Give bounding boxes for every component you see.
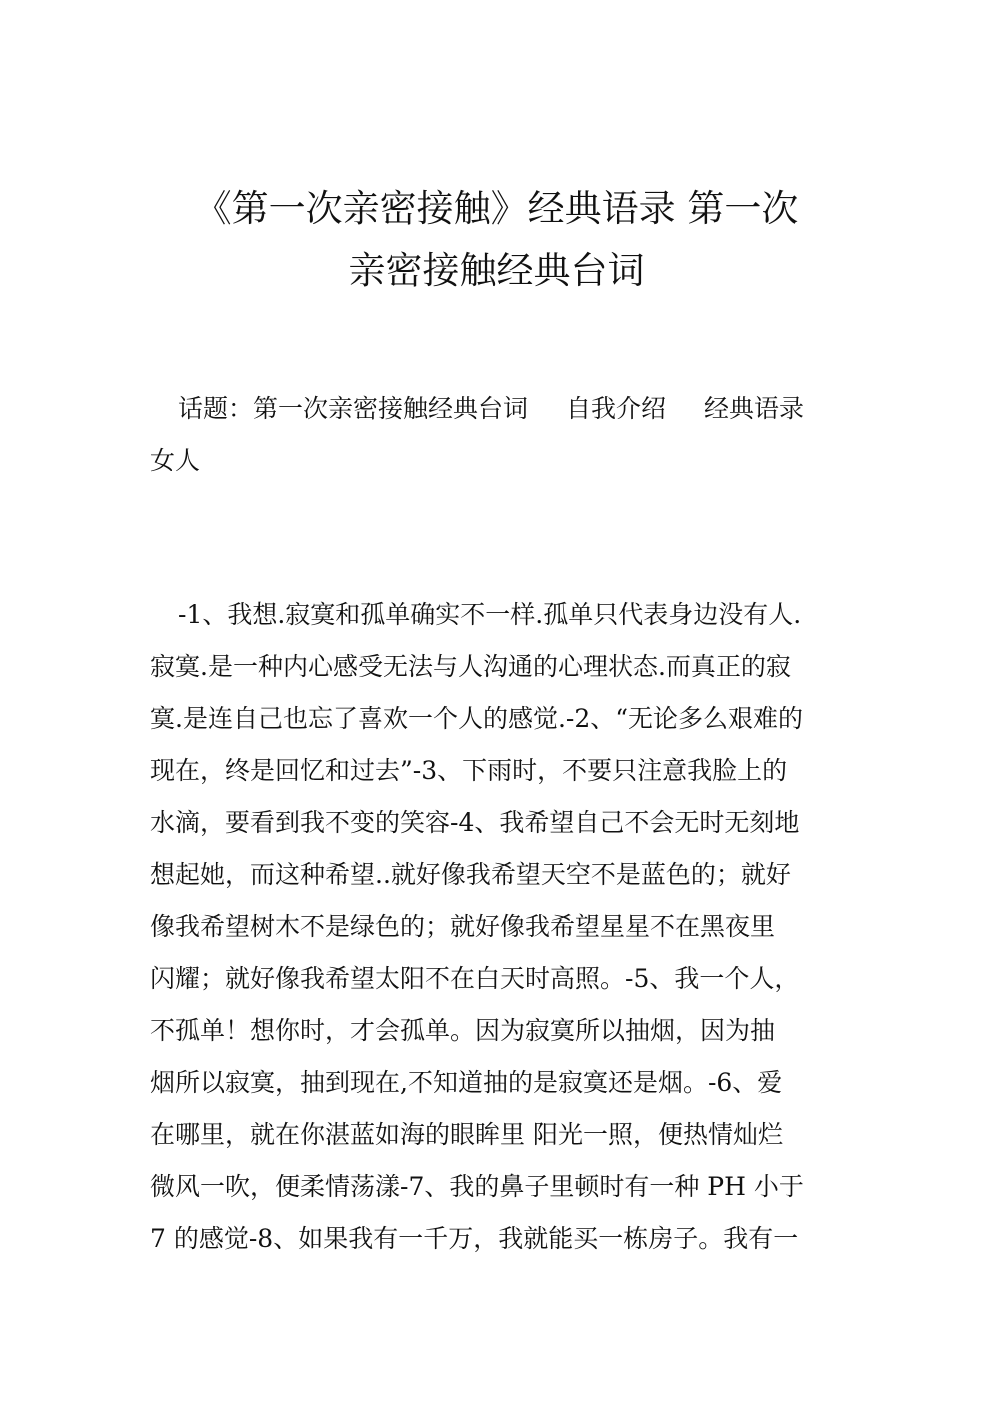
title-line: 亲密接触经典台词 [348, 249, 645, 292]
text-line: 现在，终是回忆和过去”-3、下雨时，不要只注意我脸上的 [150, 756, 788, 785]
text-line: 水滴，要看到我不变的笑容-4、我希望自己不会无时无刻地 [150, 808, 800, 837]
topic-tag: 第一次亲密接触经典台词 [253, 394, 529, 423]
text-line: -1、我想.寂寞和孤单确实不一样.孤单只代表身边没有人. [178, 600, 802, 629]
text-line: 烟所以寂寞，抽到现在,不知道抽的是寂寞还是烟。-6、爱 [150, 1068, 783, 1097]
quotes-paragraph [150, 589, 843, 1265]
topic-tag: 自我介绍 [566, 394, 667, 423]
text-line: 闪耀；就好像我希望太阳不在白天时高照。-5、我一个人， [150, 964, 800, 993]
text-line: 像我希望树木不是绿色的；就好像我希望星星不在黑夜里 [150, 912, 776, 941]
text-line: 寞.是连自己也忘了喜欢一个人的感觉.-2、“无论多么艰难的 [150, 704, 804, 733]
topics-label: 话题： [178, 394, 254, 423]
title-line: 《第一次亲密接触》经典语录 第一次 [194, 187, 799, 230]
topic-tag: 经典语录 [704, 394, 805, 423]
text-line: 不孤单！想你时，才会孤单。因为寂寞所以抽烟，因为抽 [150, 1016, 776, 1045]
text-line: 7 的感觉-8、如果我有一千万，我就能买一栋房子。我有一 [150, 1224, 799, 1253]
text-line: 在哪里，就在你湛蓝如海的眼眸里 阳光一照，便热情灿烂 [150, 1120, 783, 1149]
document-title [150, 178, 843, 302]
text-line: 微风一吹，便柔情荡漾-7、我的鼻子里顿时有一种 PH 小于 [150, 1172, 804, 1201]
topic-tag: 女人 [150, 446, 201, 475]
text-line: 寂寞.是一种内心感受无法与人沟通的心理状态.而真正的寂 [150, 652, 791, 681]
text-line: 想起她，而这种希望..就好像我希望天空不是蓝色的；就好 [150, 860, 791, 889]
topics-paragraph [150, 383, 843, 487]
